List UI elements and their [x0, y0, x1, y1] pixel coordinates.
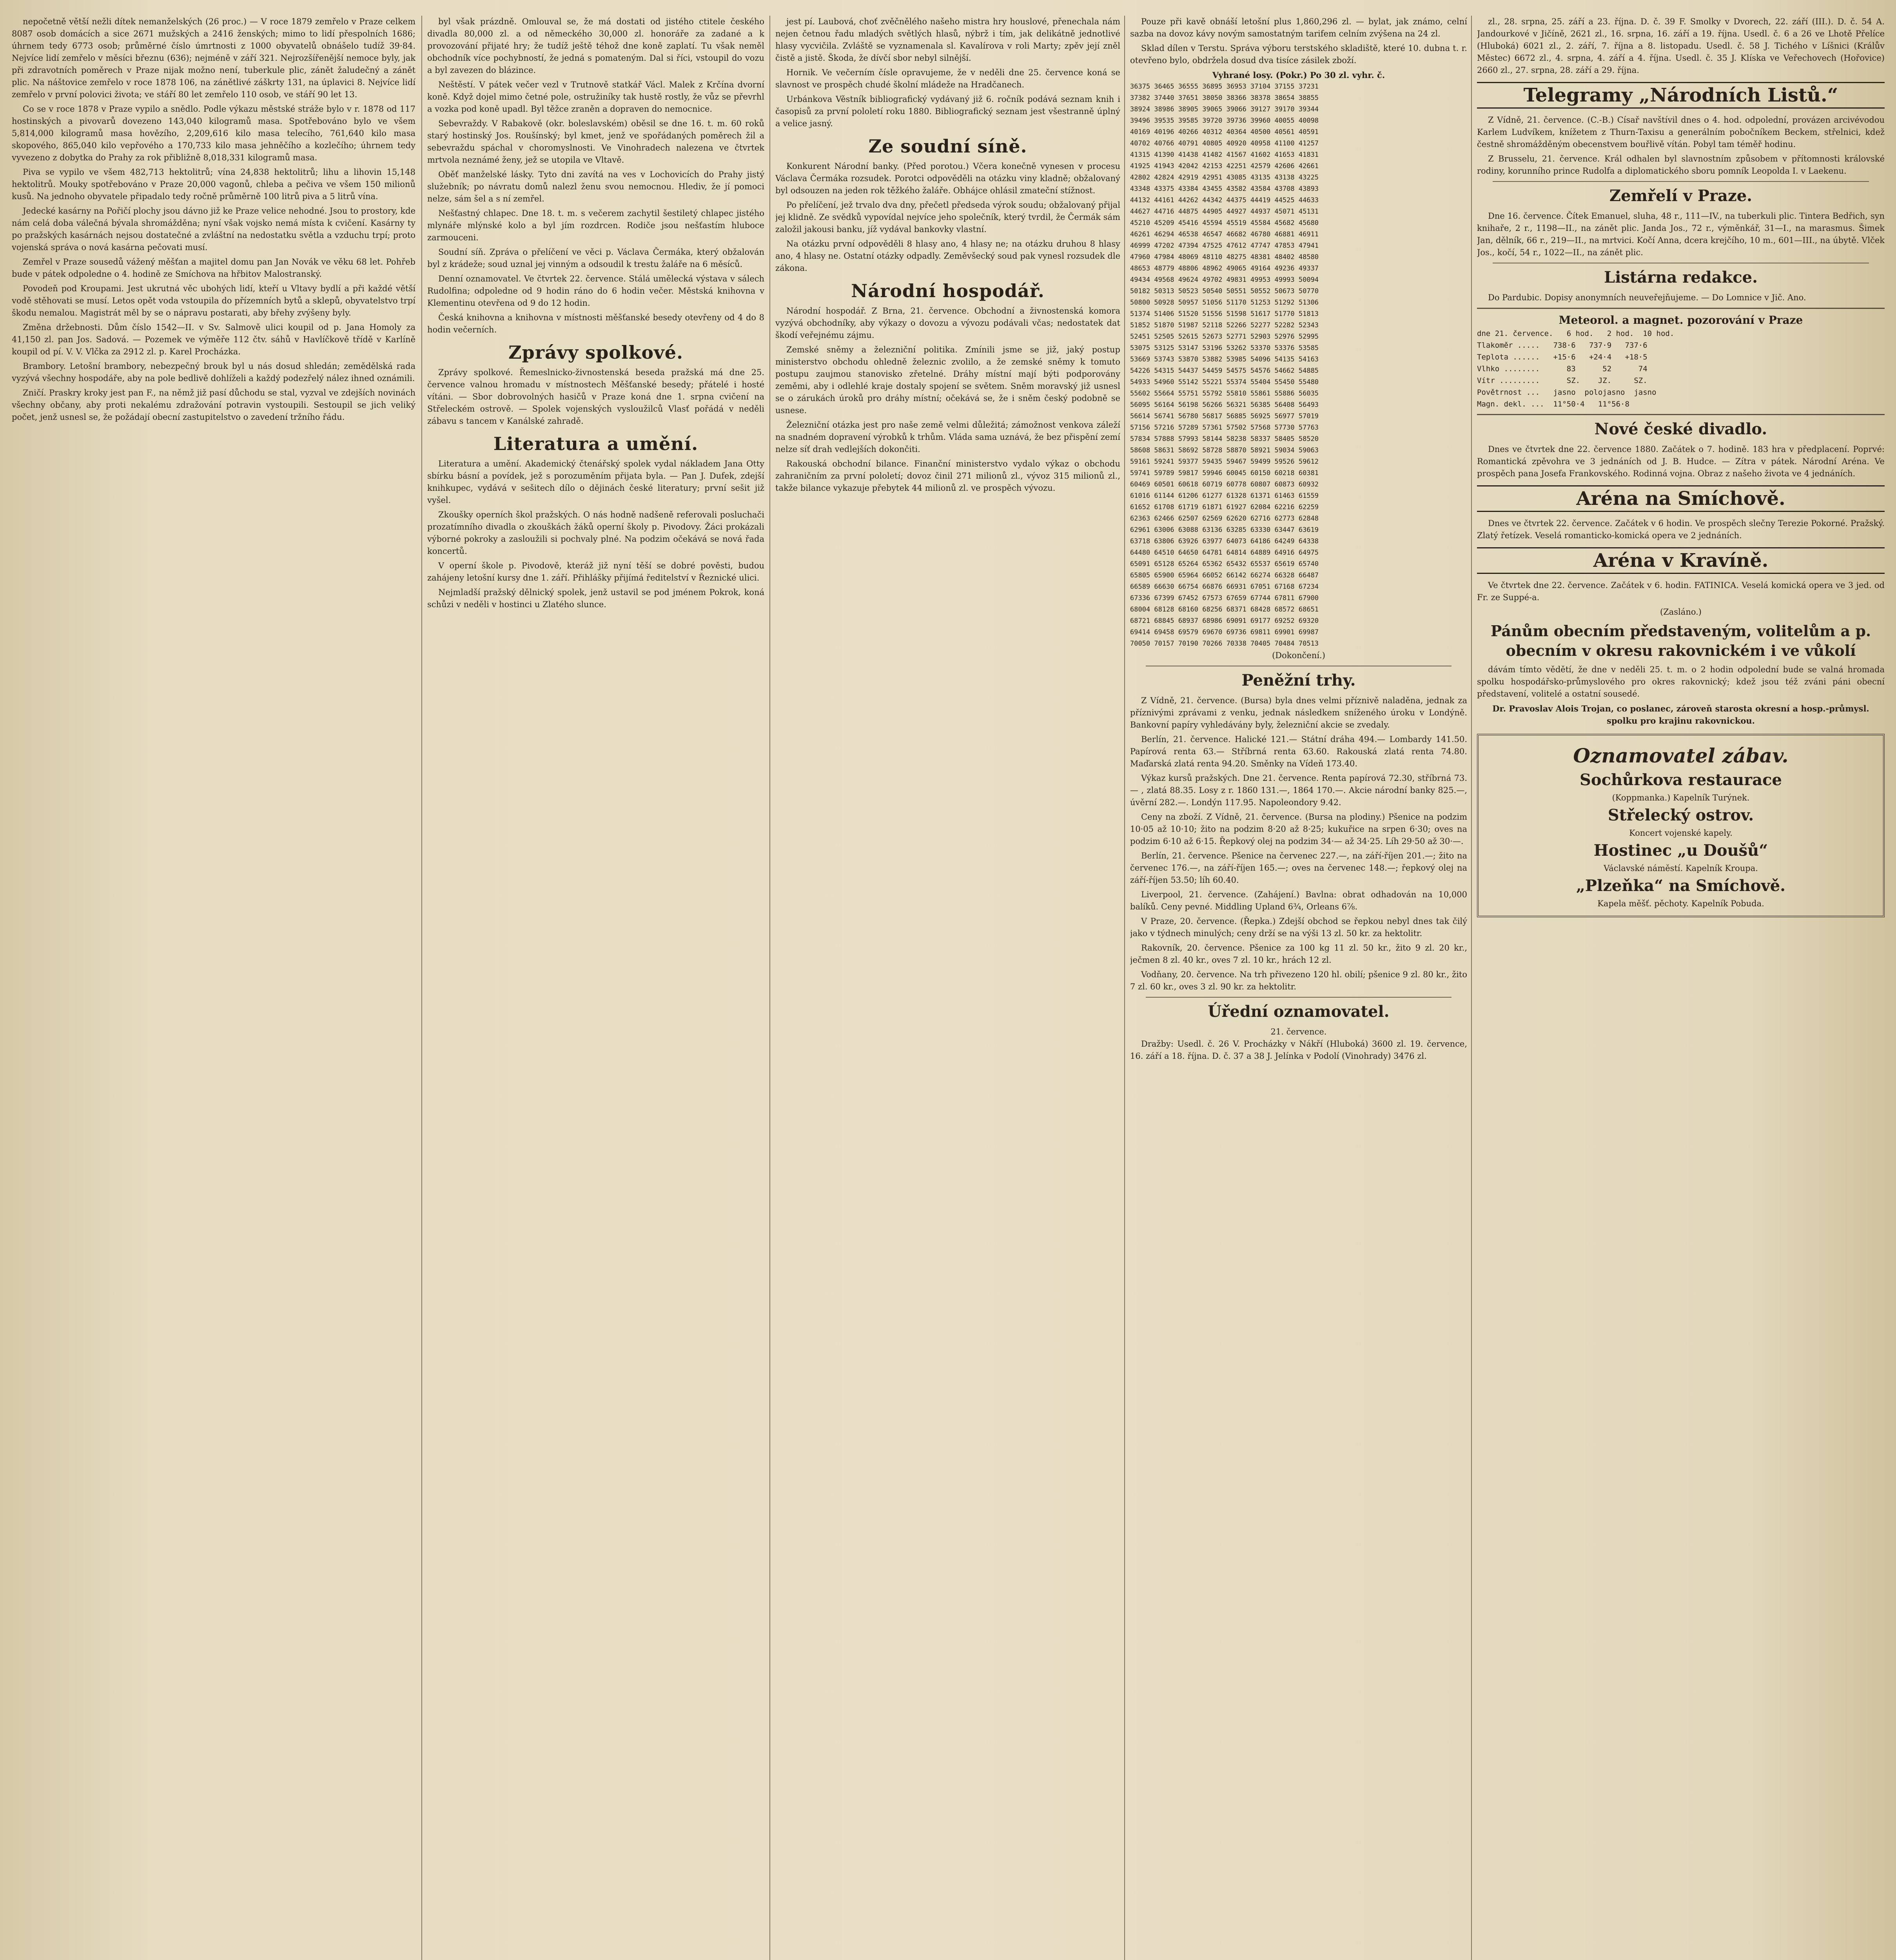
paragraph: zl., 28. srpna, 25. září a 23. října. D. č. 39 F. Smolky v Dvorech, 22. září (III.). D. č. 54 A. Jandourkové v Jičíně, 2621 zl., 16. srpna, 16. září a 19. října. Usedl. č. 6 a 26 ve Lhotě Přelíce (Hluboká) 6021 zl., 2. září, 7. října a 8. listopadu. Usedl. č. 58 J. Tichého v Líšnici (Králův Městec) 6672 zl., 4. srpna, 4. září a 4. října. Usedl. č. 35 J. Klíska ve Veřechovech (Hořovice) 2660 zl., 27. srpna, 28. září a 29. října. [1477, 17, 1885, 75]
column-1 [12, 16, 415, 1960]
column-3 [775, 16, 1120, 1960]
entertainment-ad-box [1477, 734, 1885, 917]
date-line: 21. července. [1270, 1027, 1327, 1036]
paragraph: Dnes ve čtvrtek dne 22. července 1880. Začátek o 7. hodině. 183 hra v předplacení. Poprvé: Romantická zpěvohra ve 3 jednáních od J. B. Hudce. — Zítra v pátek. Národní Aréna. Ve prospěch pana Josefa Frankovského. Rodinná vojna. Obraz z našeho života ve 4 jednáních. [1477, 445, 1885, 478]
section-heading: Zemřelí v Praze. [1609, 187, 1753, 205]
lottery-end: (Dokončení.) [1272, 651, 1325, 660]
paragraph: Denní oznamovatel. Ve čtvrtek 22. července. Stálá umělecká výstava v sálech Rudolfina; odpoledne od 9 hodin ráno do 6 hodin večer. Městská knihovna v Klementinu otevřena od 9 do 12 hodin. [427, 274, 764, 308]
paragraph: Oběť manželské lásky. Tyto dni zavítá na ves v Lochovicích do Prahy jistý služebník; po návratu domů nalezl ženu svou nemocnou. Hlediv, že jí pomoci nelze, sám šel a s ní zemřel. [427, 170, 764, 203]
ad-venue: „Plzeňka“ na Smíchově. [1576, 877, 1786, 895]
paragraph: Z Brusselu, 21. července. Král odhalen byl slavnostním způsobem v přítomnosti královské rodiny, korunního prince Rudolfa a diplomatického sboru pomník Leopolda I. v Laekenu. [1477, 154, 1885, 176]
paragraph: Z Vídně, 21. července. (C.-B.) Císař navštívil dnes o 4. hod. odpolední, provázen arcivévodou Karlem Ludvíkem, knížetem z Thurn-Taxisu a generálním pobočníkem Beckem, střelnici, kdež čestně shromážděným obecenstvem bouřlivě vítán. Pobyl tam téměř hodinu. [1477, 115, 1885, 149]
section-heading: Peněžní trhy. [1241, 671, 1356, 690]
ad-detail: Václavské náměstí. Kapelník Kroupa. [1604, 864, 1758, 873]
column-4 [1130, 16, 1467, 1960]
paragraph: Ve čtvrtek dne 22. července. Začátek v 6. hodin. FATINICA. Veselá komická opera ve 3 jed. od Fr. ze Suppé-a. [1477, 581, 1885, 602]
paragraph: Česká knihovna a knihovna v místnosti měšťanské besedy otevřeny od 4 do 8 hodin večerních. [427, 313, 764, 334]
section-heading: Aréna na Smíchově. [1477, 485, 1885, 512]
paragraph: Rakovník, 20. července. Pšenice za 100 kg 11 zl. 50 kr., žito 9 zl. 20 kr., ječmen 8 zl. 40 kr., oves 7 zl. 10 kr., hrách 12 zl. [1130, 943, 1467, 965]
paragraph: V operní škole p. Pivodově, kteráž již nyní těší se dobré pověsti, budou zahájeny letošní kursy dne 1. září. Přihlášky přijímá ředitelství v Řeznické ulici. [427, 561, 764, 583]
paragraph: Národní hospodář. Z Brna, 21. července. Obchodní a živnostenská komora vyzývá obchodníky, aby výkazy o dovozu a vývozu podávali včas; nedostatek dat škodí veřejnému zájmu. [775, 306, 1120, 340]
zaslano-label: (Zasláno.) [1660, 607, 1702, 617]
ad-detail: Kapela měšť. pěchoty. Kapelník Pobuda. [1597, 899, 1764, 908]
paragraph: Jedecké kasárny na Pořičí plochy jsou dávno již ke Praze velice nehodné. Jsou to prostory, kde nám celá doba válečná bývala shromážděna; nyní však vojsko nemá místa k cvičení. Kasárny ty po pražských kasárnách nejsou dostatečné a zvláštní na nedostatku světla a vzduchu trpí; proto vojenská správa o nová kasárna pečovati musí. [12, 206, 415, 252]
ad-title: Oznamovatel zábav. [1573, 744, 1789, 767]
paragraph: Výkaz kursů pražských. Dne 21. července. Renta papírová 72.30, stříbrná 73.— , zlatá 88.35. Losy z r. 1860 131.—, 1864 170.—. Akcie národní banky 825.—, úvěrní 282.—. Londýn 117.95. Napoleondory 9.42. [1130, 773, 1467, 807]
column-rule [769, 16, 770, 1960]
section-heading: Ze soudní síně. [868, 136, 1027, 157]
ad-detail: Koncert vojenské kapely. [1629, 828, 1733, 838]
section-heading: Aréna v Kravíně. [1477, 547, 1885, 574]
paragraph: nepočetně větší nežli dítek nemanželských (26 proc.) — V roce 1879 zemřelo v Praze celkem 8087 osob domácích a sice 2671 mužských a 2416 ženských; mimo to lidí přespolních 1686; úhrnem tedy 6773 osob; průměrné číslo úmrtnosti z 1000 obyvatelů obnášelo tudíž 39·84. Nejvíce lidí zemřelo v měsíci březnu (636); nejméně v září 321. Nejrozšířenější nemoce byly, jak při zdravotních poměrech v Praze nijak možno není, tuberkule plic, zánět žaludečný a zánět plic. Na náštovice zemřelo v roce 1878 106, na zánětlivé záškrty 131, na úplavici 8. Nejvíce lidí zemřelo v první polovici života; ve stáří 80 let zemřelo 110 osob, ve stáří 90 let 13. [12, 17, 415, 99]
paragraph: Berlín, 21. července. Halické 121.— Státní dráha 494.— Lombardy 141.50. Papírová renta 63.— Stříbrná renta 63.60. Rakouská zlatá renta 74.80. Maďarská zlatá renta 94.20. Směnky na Vídeň 173.40. [1130, 735, 1467, 768]
paragraph: Rakouská obchodní bilance. Finanční ministerstvo vydalo výkaz o obchodu zahraničním za první pololetí; dovoz činil 271 milionů zl., vývoz 315 milionů zl., takže bilance vykazuje přebytek 44 milionů zl. ve prospěch vývozu. [775, 459, 1120, 493]
section-heading: Literatura a umění. [493, 433, 699, 454]
paragraph: Liverpool, 21. července. (Zahájení.) Bavlna: obrat odhadován na 10,000 balíků. Ceny pevné. Middling Upland 6¾, Orleans 6⅞. [1130, 890, 1467, 911]
paragraph: Dne 16. července. Čítek Emanuel, sluha, 48 r., 111—IV., na tuberkuli plic. Tintera Bedřich, syn knihaře, 2 r., 1198—II., na zánět plic. Janda Jos., 72 r., výměnkář, 31—I., na marasmus. Šimek Jan, dělník, 66 r., 219—II., na mrtvici. Kočí Anna, dcera krejčího, 10 m., 601—III., na úbytě. Vlček Jos., kočí, 54 r., 1022—II., na zánět plic. [1477, 211, 1885, 257]
paragraph: Zkoušky operních škol pražských. O nás hodně nadšeně referovali posluchači prozatímního divadla o zkouškách žáků operní školy p. Pivodovy. Žáci prokázali výborné pokroky a zasloužili si pochvaly plné. Na podzim očekává se nová řada koncertů. [427, 510, 764, 556]
paragraph: Pouze při kavě obnáší letošní plus 1,860,296 zl. — bylat, jak známo, celní sazba na dovoz kávy novým samostatným tarifem celním zvýšena na 24 zl. [1130, 17, 1467, 38]
paragraph: Vodňany, 20. července. Na trh přivezeno 120 hl. obilí; pšenice 9 zl. 80 kr., žito 7 zl. 60 kr., oves 3 zl. 90 kr. za hektolitr. [1130, 970, 1467, 991]
ad-venue: Střelecký ostrov. [1608, 806, 1754, 824]
paragraph: Do Pardubic. Dopisy anonymních neuveřejňujeme. — Do Lomnice v Jič. Ano. [1488, 293, 1806, 302]
paragraph: Piva se vypilo ve všem 482,713 hektolitrů; vína 24,838 hektolitrů; lihu a lihovin 15,148 hektolitrů. Mouky spotřebováno v Praze 20,000 vagonů, chleba a pečiva ve všem 150 milionů kusů. Na jednoho obyvatele připadalo tedy ročně průměrně 100 litrů piva a 5 litrů vína. [12, 167, 415, 201]
paragraph: Povodeň pod Kroupami. Jest ukrutná věc ubohých lidí, kteří u Vltavy bydlí a při každé větší vodě stěhovati se musí. Letos opět voda vstoupila do přízemních bytů a sklepů, obyvatelstvo trpí škodu nemalou. Magistrát měl by se o nápravu postarati, aby břehy zvýšeny byly. [12, 284, 415, 318]
lottery-table: 36375 36465 36555 36895 36953 37104 37155 37231 37382 37440 37651 38050 38366 38378 38654 38855 38924 38986 38905 39065 39066 39127 39170 39344 39496 39535 39585 39720 39736 39960 40055 40098 40169 40196 40266 40312 40364 40500 40561 40591 40702 40766 40791 40805 40920 40958 41100 41257 41315 41390 41438 41482 41567 41602 41653 41831 41925 41943 42042 42153 42251 42579 42606 42661 42802 42824 42919 42951 43085 43135 43138 43225 43348 43375 43384 43455 43582 43584 43708 43893 44132 44161 44262 44342 44375 44419 44525 44633 44627 44716 44875 44905 44927 44937 45071 45131 45210 45209 45416 45594 45519 45584 45682 45680 46261 46294 46538 46547 46682 46780 46881 46911 46999 47202 47394 47525 47612 47747 47853 47941 47960 47984 48069 48110 48275 48381 48402 48580 48653 48779 48806 48962 49065 49164 49236 49337 49434 49568 49624 49702 49831 49953 49993 50094 50182 50313 50523 50540 50551 50552 50673 50770 50800 50928 50957 51056 51170 51253 51292 51306 51374 51406 51520 51556 51598 51617 51770 51813 51852 51870 51987 52118 52266 52277 52282 52343 52451 52505 52615 52673 52771 52903 52976 52995 53075 53125 53147 53196 53262 53370 53376 53585 53669 53743 53870 53882 53985 54096 54135 54163 54226 54315 54437 54459 54575 54576 54662 54885 54933 54960 55142 55221 55374 55404 55450 55480 55602 55664 55751 55792 55810 55861 55886 56035 56095 56164 56198 56266 56321 56385 56408 56493 56614 56741 56780 56817 56885 56925 56977 57019 57156 57216 57289 57361 57502 57568 57730 57763 57834 57888 57993 58144 58238 58337 58405 58520 58608 58631 58692 58728 58870 58921 59034 59063 59161 59241 59377 59435 59467 59499 59526 59612 59741 59789 59817 59946 60045 60150 60218 60381 60469 60501 60618 60719 60778 60807 60873 60932 61016 61144 61206 61277 61328 61371 61463 61559 61652 61708 61719 61871 61927 62084 62216 62259 62363 62466 62507 62569 62620 62716 62773 62848 62961 63006 63088 63136 63285 63330 63447 63619 63718 63806 63926 63977 64073 64186 64249 64338 64480 64510 64650 64781 64814 64889 64916 64975 65091 65128 65264 65362 65432 65537 65619 65740 65805 65900 65964 66052 66142 66274 66328 66487 66589 66630 66754 66876 66931 67051 67168 67234 67336 67399 67452 67573 67659 67744 67811 67900 68004 68128 68160 68256 68371 68428 68572 68651 68721 68845 68937 68986 69091 69177 69252 69320 69414 69458 69579 69670 69736 69811 69901 69987 70050 70157 70190 70266 70338 70405 70484 70513 [1130, 83, 1319, 648]
column-2 [427, 16, 764, 1960]
paragraph: Zničí. Praskry kroky jest pan F., na němž již pasí důchodu se stal, vyzval ve zdejších novinách všechny občany, aby proti nekalému zdražování potravin vystoupili. Sestoupil se jich veliký počet, jenž usnesl se, že požádají obecní zastupitelstvo o zavedení tržního řádu. [12, 388, 415, 422]
paragraph: V Praze, 20. července. (Řepka.) Zdejší obchod se řepkou nebyl dnes tak čilý jako v týdnech minulých; ceny drží se na výši 13 zl. 50 kr. za hektolitr. [1130, 916, 1467, 938]
ad-detail: (Koppmanka.) Kapelník Turýnek. [1612, 793, 1750, 802]
divider [1477, 414, 1885, 415]
paragraph: Na otázku první odpověděli 8 hlasy ano, 4 hlasy ne; na otázku druhou 8 hlasy ano, 4 hlasy ne. Ostatní otázky odpadly. Zeměvšecký soud pak vynesl rozsudek dle zákona. [775, 239, 1120, 273]
paragraph: Brambory. Letošní brambory, nebezpečný brouk byl u nás dosud shledán; zemědělská rada vyzývá všechny hospodáře, aby na pole bedlivě dohlíželi a každý podezřelý nález ihned oznámili. [12, 361, 415, 383]
paragraph: Literatura a umění. Akademický čtenářský spolek vydal nákladem Jana Otty sbírku básní a povídek, jež s porozuměním přijata byla. — Pan J. Dufek, zdejší knihkupec, vydává v sešitech dílo o dějinách české literatury; první sešit již vyšel. [427, 459, 764, 505]
paragraph: Neštěstí. V pátek večer vezl v Trutnově statkář Václ. Malek z Krčína dvorní koně. Když dojel mimo četné pole, ostružiníky tak hustě rostly, že vůz se převrhl a vozka pod koně upadl. Byl těžce zraněn a dopraven do nemocnice. [427, 80, 764, 114]
paragraph: Nejmladší pražský dělnický spolek, jenž ustavil se pod jménem Pokrok, koná schůzi v neděli v hostinci u Zlatého slunce. [427, 588, 764, 609]
paragraph: byl však prázdně. Omlouval se, že má dostati od jistého ctitele českého divadla 80,000 zl. a od německého 30,000 zl. honoráře za zadané a k provozování přijaté hry; že tudíž ještě téhož dne koně zaplatí. Tu však neměl obchodník více pochybností, že jedná s pomateným. Dal si říci, vstoupil do vozu a byl zavezen do blázince. [427, 17, 764, 75]
paragraph: Co se v roce 1878 v Praze vypilo a snědlo. Podle výkazu městské stráže bylo v r. 1878 od 117 hostinských a pivovarů dovezeno 143,040 kilogramů masa. Spotřebováno bylo ve všem 5,814,000 kilogramů masa hovězího, 2,209,616 kilo masa telecího, 761,640 kilo masa skopového, 865,040 kilo vepřového a 170,733 kilo masa jehněčího a kozlečího; úhrnem tedy vyvezeno z dobytka do Prahy za rok přibližně 8,018,331 kilogramů masa. [12, 104, 415, 162]
paragraph: Ceny na zboží. Z Vídně, 21. července. (Bursa na plodiny.) Pšenice na podzim 10·05 až 10·10; žito na podzim 8·20 až 8·25; kukuřice na srpen 6·30; oves na podzim 6·10 až 6·15. Řepkový olej na podzim 34·— až 34·25. Líh 29·50 až 30·—. [1130, 812, 1467, 846]
section-heading: Zprávy spolkové. [508, 342, 684, 363]
divider [1477, 308, 1885, 309]
notice-heading: Pánům obecním představeným, volitelům a p. obecním v okresu rakovnickém i ve vůkolí [1490, 622, 1871, 659]
lottery-heading: Vyhrané losy. (Pokr.) Po 30 zl. vyhr. č. [1212, 70, 1385, 80]
paragraph: Zemské sněmy a železniční politika. Zmínili jsme se již, jaký postup ministerstvo obchodu ohledně železnic zvolilo, a že zemské sněmy k tomuto postupu zaujmou stanovisko zřetelné. Dráhy místní mají býti podporovány zeměmi, aby i odlehlé kraje dostaly spojení se světem. Sněm moravský již usnesl se o zárukách úroků pro dráhy místní; očekává se, že i sněm český podobně se usnese. [775, 345, 1120, 415]
paragraph: Urbánkova Věstník bibliografický vydávaný již 6. ročník podává seznam knih i časopisů za první pololetí roku 1880. Bibliografický seznam jest všestranně úplný a velice jasný. [775, 94, 1120, 128]
divider [1146, 997, 1451, 998]
section-heading: Národní hospodář. [851, 280, 1045, 301]
paragraph: jest pí. Laubová, choť zvěčnělého našeho mistra hry houslové, přenechala nám nejen četnou řadu mladých světlých hlasů, nýbrž i tím, jak delikátně jednotlivé hlasy vycvičila. Zvláště se vyznamenala sl. Kavalírova v roli Marty; zpěv její zněl čistě a jistě. Škoda, že dívčí sbor nebyl silnější. [775, 17, 1120, 63]
section-heading: Meteorol. a magnet. pozorování v Praze [1559, 314, 1803, 327]
divider [1493, 181, 1869, 182]
column-rule [1471, 16, 1472, 1960]
column-5 [1477, 16, 1885, 1960]
weather-table: dne 21. července. 6 hod. 2 hod. 10 hod. Tlakoměr ..... 738·6 737·9 737·6 Teplota ...... +15·6 +24·4 +18·5 Vlhko ........ 83 52 74 Vítr ......... SZ. JZ. SZ. Povětrnost ... jasno polojasno jasno Magn. dekl. ... 11°50·4 11°56·8 [1477, 329, 1675, 408]
section-heading: Nové české divadlo. [1594, 420, 1767, 438]
section-heading: Listárna redakce. [1604, 268, 1758, 287]
column-rule [421, 16, 422, 1960]
paragraph: Po přelíčení, jež trvalo dva dny, přečetl předseda výrok soudu; obžalovaný přijal jej klidně. Ze svědků vypovídal nejvíce jeho společník, který tvrdil, že Čermák sám založil jakousi banku, jíž vydával bankovky vlastní. [775, 200, 1120, 234]
paragraph: Železniční otázka jest pro naše země velmi důležitá; zámožnost venkova záleží na snadném dopravení výrobků k trhům. Vláda sama uznává, že bez přispění zemí nelze síť drah vedlejších dokončiti. [775, 420, 1120, 454]
paragraph: Dražby: Usedl. č. 26 V. Procházky v Nákří (Hluboká) 3600 zl. 19. července, 16. září a 18. října. D. č. 37 a 38 J. Jelínka v Podolí (Vinohrady) 3476 zl. [1130, 1039, 1467, 1061]
signature: Dr. Pravoslav Alois Trojan, co poslanec, zároveň starosta okresní a hosp.-průmysl. spolku pro krajinu rakovnickou. [1492, 704, 1869, 726]
paragraph: Zprávy spolkové. Řemeslnicko-živnostenská beseda pražská má dne 25. července valnou hromadu v místnostech Měšťanské besedy; přátelé i hosté vítáni. — Sbor dobrovolných hasičů v Praze koná dne 1. srpna cvičení na Střeleckém ostrově. — Spolek vojenských vysloužilců Vlasť pořádá v neděli zábavu s tancem v Kanálské zahradě. [427, 368, 764, 426]
paragraph: Hornik. Ve večerním čísle opravujeme, že v neděli dne 25. července koná se slavnost ve prospěch chudé školní mládeže na Hradčanech. [775, 68, 1120, 89]
paragraph: Nešťastný chlapec. Dne 18. t. m. s večerem zachytil šestiletý chlapec jistého mlynáře mlýnské kolo a byl jím rozdrcen. Rodiče jsou nešťastím hluboce zarmouceni. [427, 209, 764, 242]
telegrams-heading: Telegramy „Národních Listů.“ [1477, 82, 1885, 109]
paragraph: Soudní síň. Zpráva o přelíčení ve věci p. Václava Čermáka, který obžalován byl z krádeže; soud uznal jej vinným a odsoudil k trestu žaláře na 6 měsíců. [427, 247, 764, 269]
paragraph: Z Vídně, 21. července. (Bursa) byla dnes velmi příznivě naladěna, jednak za příznivými zprávami z venku, jednak následkem sníženého úroku v Londýně. Bankovní papíry vyhledávány byly, železniční akcie se zvedaly. [1130, 696, 1467, 730]
paragraph: Berlín, 21. července. Pšenice na červenec 227.—, na září-říjen 201.—; žito na červenec 176.—, na září-říjen 165.—; oves na červenec 148.—; řepkový olej na září-říjen 53.50; líh 60.40. [1130, 851, 1467, 885]
section-heading: Úřední oznamovatel. [1208, 1002, 1390, 1021]
paragraph: Sklad dílen v Terstu. Správa výboru terstského skladiště, které 10. dubna t. r. otevřeno bylo, obdržela dosud dva tisíce zásilek zboží. [1130, 44, 1467, 65]
paragraph: Zemřel v Praze sousedů vážený měšťan a majitel domu pan Jan Novák ve věku 68 let. Pohřeb bude v pátek odpoledne o 4. hodině ze Smíchova na hřbitov Malostranský. [12, 257, 415, 279]
ad-venue: Hostinec „u Doušů“ [1593, 841, 1768, 860]
paragraph: Sebevraždy. V Rabakově (okr. boleslavském) oběsil se dne 16. t. m. 60 roků starý hostinský Jos. Roušínský; byl kmet, jenž ve spořádaných poměrech žil a sebevraždu spáchal v choromyslnosti. Ve Vinohradech nalezena ve čtvrtek mrtvola neznámé ženy, jež se utopila ve Vltavě. [427, 119, 764, 165]
paragraph: Dnes ve čtvrtek 22. července. Začátek v 6 hodin. Ve prospěch slečny Terezie Pokorné. Pražský. Zlatý řetízek. Veselá romanticko-komická opera ve 2 jednáních. [1477, 519, 1885, 540]
paragraph: dávám tímto vědětí, že dne v neděli 25. t. m. o 2 hodin odpolední bude se valná hromada spolku hospodářsko-průmyslového pro okres rakovnický; kdež jsou též zváni páni obecní představení, volitelé a ostatní sousedé. [1477, 665, 1885, 699]
paragraph: Konkurent Národní banky. (Před porotou.) Včera konečně vynesen v procesu Václava Čermáka rozsudek. Porotci odpověděli na otázku viny kladně; obžalovaný byl odsouzen na jeden rok těžkého žaláře. Obhájce ohlásil zmateční stížnost. [775, 162, 1120, 195]
column-rule [1124, 16, 1125, 1960]
ad-venue: Sochůrkova restaurace [1580, 771, 1782, 789]
paragraph: Změna držebnosti. Dům číslo 1542—II. v Sv. Salmově ulici koupil od p. Jana Homoly za 41,150 zl. pan Jos. Sadová. — Pozemek ve výměře 112 čtv. sáhů v Havlíčkově třídě v Karlíně koupil od pí. V. V. Vlčka za 2912 zl. p. Karel Procházka. [12, 323, 415, 356]
